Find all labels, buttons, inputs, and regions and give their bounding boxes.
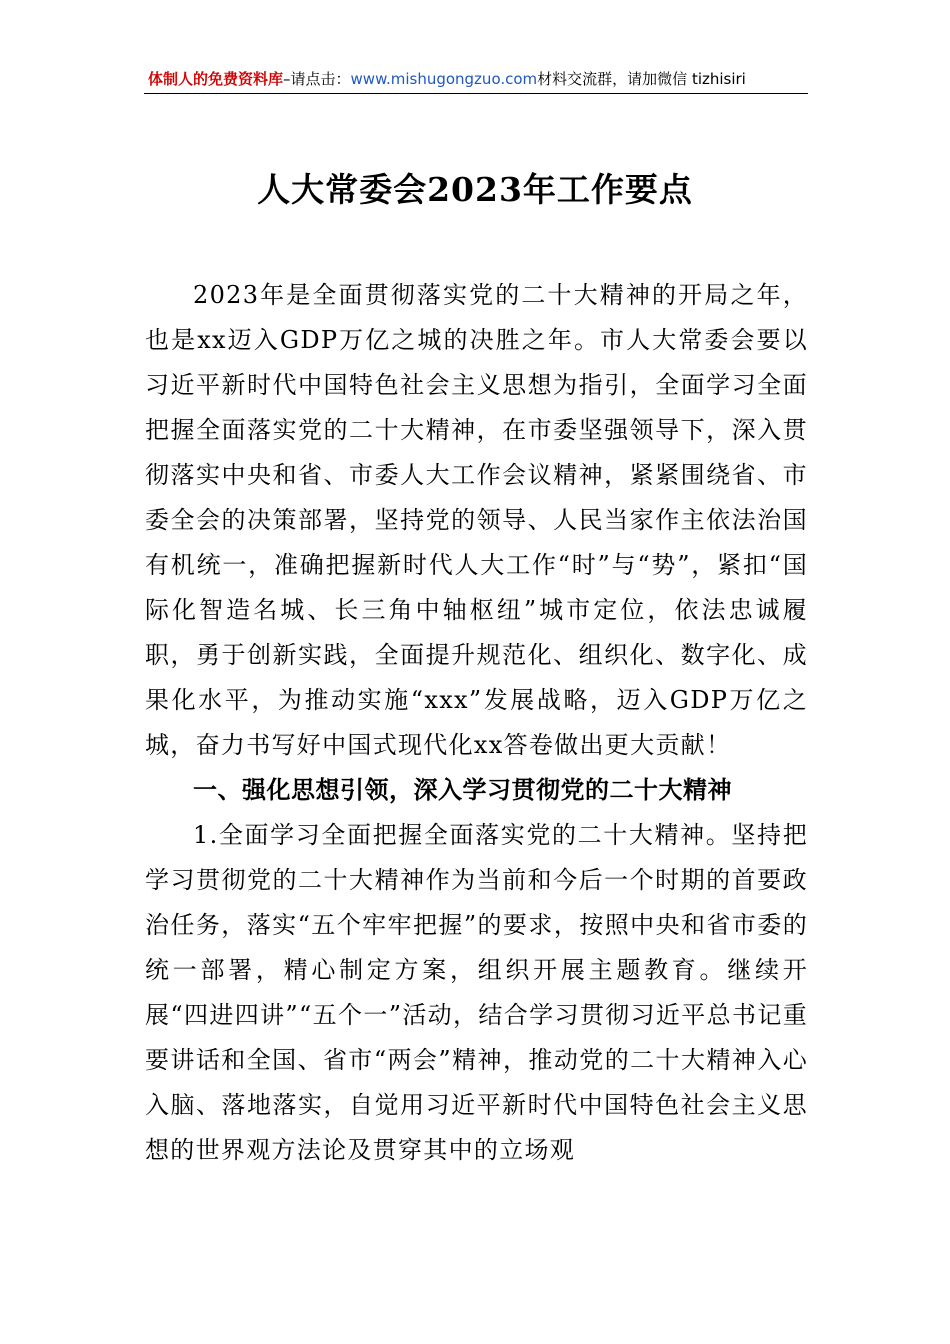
header-contact: 材料交流群，请加微信 tizhisiri <box>537 70 746 88</box>
header-website-link[interactable]: www.mishugongzuo.com <box>350 70 538 88</box>
page-header <box>148 66 808 92</box>
item-paragraph-1: 1.全面学习全面把握全面落实党的二十大精神。坚持把学习贯彻党的二十大精神作为当前和今后一个时期的首要政治任务，落实“五个牢牢把握”的要求，按照中央和省市委的统一部署，精心制定方案，组织开展主题教育。继续开展“四进四讲”“五个一”活动，结合学习贯彻习近平总书记重要讲话和全国、省市“两会”精神，推动党的二十大精神入心入脑、落地落实，自觉用习近平新时代中国特色社会主义思想的世界观方法论及贯穿其中的立场观 <box>145 821 808 1164</box>
document-title: 人大常委会2023年工作要点 <box>257 170 693 209</box>
section-heading-1: 一、强化思想引领，深入学习贯彻党的二十大精神 <box>193 776 732 804</box>
header-brand: 体制人的免费资料库 <box>148 70 284 88</box>
header-prompt: –请点击： <box>283 70 351 88</box>
intro-paragraph: 2023年是全面贯彻落实党的二十大精神的开局之年，也是xx迈入GDP万亿之城的决胜之年。市人大常委会要以习近平新时代中国特色社会主义思想为指引，全面学习全面把握全面落实党的二十大精神，在市委坚强领导下，深入贯彻落实中央和省、市委人大工作会议精神，紧紧围绕省、市委全会的决策部署，坚持党的领导、人民当家作主依法治国有机统一，准确把握新时代人大工作“时”与“势”，紧扣“国际化智造名城、长三角中轴枢纽”城市定位，依法忠诚履职，勇于创新实践，全面提升规范化、组织化、数字化、成果化水平，为推动实施“xxx”发展战略，迈入GDP万亿之城，奋力书写好中国式现代化xx答卷做出更大贡献！ <box>145 281 808 759</box>
document-body <box>145 273 808 1173</box>
header-divider <box>144 93 808 94</box>
